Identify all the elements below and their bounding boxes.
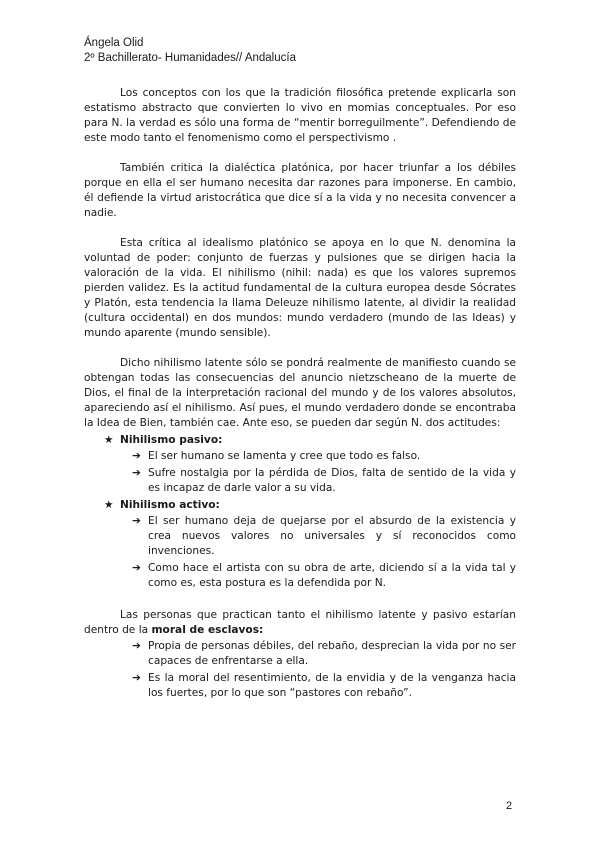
list-item-text: Sufre nostalgia por la pérdida de Dios, falta de sentido de la vida y es incapaz de darle valor a su vida.	[148, 467, 516, 494]
paragraph-4: Dicho nihilismo latente sólo se pondrá realmente de manifiesto cuando se obtengan todas las consecuencias del anuncio nietzscheano de la muerte de Dios, el final de la interpretación racional del mundo y de los valores absolutos, apareciendo así el nihilismo. Así pues, el mundo verdadero donde se encontraba la Idea de Bien, también cae. Ante eso, se pueden dar según N. dos actitudes:	[84, 357, 516, 429]
list-item	[132, 561, 516, 591]
list-item-text: Como hace el artista con su obra de arte, diciendo sí a la vida tal y como es, esta postura es la defendida por N.	[148, 562, 516, 589]
nihilismo-pasivo-heading	[104, 433, 516, 448]
moral-term: moral de esclavos:	[151, 624, 264, 636]
list-item	[132, 466, 516, 496]
arrow-icon: ➔	[132, 562, 141, 574]
course-label: 2º Bachillerato- Humanidades// Andalucía	[84, 52, 296, 64]
paragraph-1: Los conceptos con los que la tradición filosófica pretende explicarla son estatismo abstracto que convierten lo vivo en momias conceptuales. Por eso para N. la verdad es sólo una forma de “mentir borreguilmente”. Defendiendo de este modo tanto el fenomenismo como el perspectivismo .	[84, 87, 516, 144]
document-body	[84, 86, 516, 703]
list-item	[132, 639, 516, 669]
arrow-icon: ➔	[132, 515, 141, 527]
list-item-text: Es la moral del resentimiento, de la envidia y de la venganza hacia los fuertes, por lo que son “pastores con rebaño”.	[148, 672, 516, 699]
page-number: 2	[506, 800, 513, 812]
nihilismo-activo-list	[132, 514, 516, 591]
list-item-text: El ser humano se lamenta y cree que todo es falso.	[148, 450, 421, 462]
arrow-icon: ➔	[132, 672, 141, 684]
arrow-icon: ➔	[132, 450, 141, 462]
moral-intro: Las personas que practican tanto el nihilismo latente y pasivo estarían dentro de la	[84, 609, 516, 636]
paragraph-2: También critica la dialéctica platónica, por hacer triunfar a los débiles porque en ella el ser humano necesita dar razones para imponerse. En cambio, él defiende la virtud aristocrática que dice sí a la vida y no necesita convencer a nadie.	[84, 162, 516, 219]
author-name: Ángela Olid	[84, 37, 144, 49]
star-icon: ★	[104, 499, 114, 511]
nihilismo-activo-title: Nihilismo activo:	[120, 499, 220, 511]
list-item	[132, 514, 516, 559]
page-header	[84, 36, 296, 66]
nihilismo-pasivo-list	[132, 449, 516, 496]
paragraph-5	[84, 608, 516, 638]
list-item	[132, 449, 516, 464]
list-item-text: Propia de personas débiles, del rebaño, desprecian la vida por no ser capaces de enfrentarse a ella.	[148, 640, 516, 667]
list-item-text: El ser humano deja de quejarse por el absurdo de la existencia y crea nuevos valores no universales y sí reconocidos como invenciones.	[148, 515, 516, 557]
arrow-icon: ➔	[132, 467, 141, 479]
list-item	[132, 671, 516, 701]
arrow-icon: ➔	[132, 640, 141, 652]
star-icon: ★	[104, 434, 114, 446]
paragraph-3: Esta crítica al idealismo platónico se apoya en lo que N. denomina la voluntad de poder: conjunto de fuerzas y pulsiones que se dirigen hacia la valoración de la vida. El nihilismo (nihil: nada) es que los valores supremos pierden validez. Es la actitud fundamental de la cultura europea desde Sócrates y Platón, esta tendencia la llama Deleuze nihilismo latente, al dividir la realidad (cultura occidental) en dos mundos: mundo verdadero (mundo de las Ideas) y mundo aparente (mundo sensible).	[84, 237, 516, 339]
nihilismo-pasivo-title: Nihilismo pasivo:	[120, 434, 223, 446]
moral-esclavos-list	[132, 639, 516, 701]
nihilismo-activo-heading	[104, 498, 516, 513]
